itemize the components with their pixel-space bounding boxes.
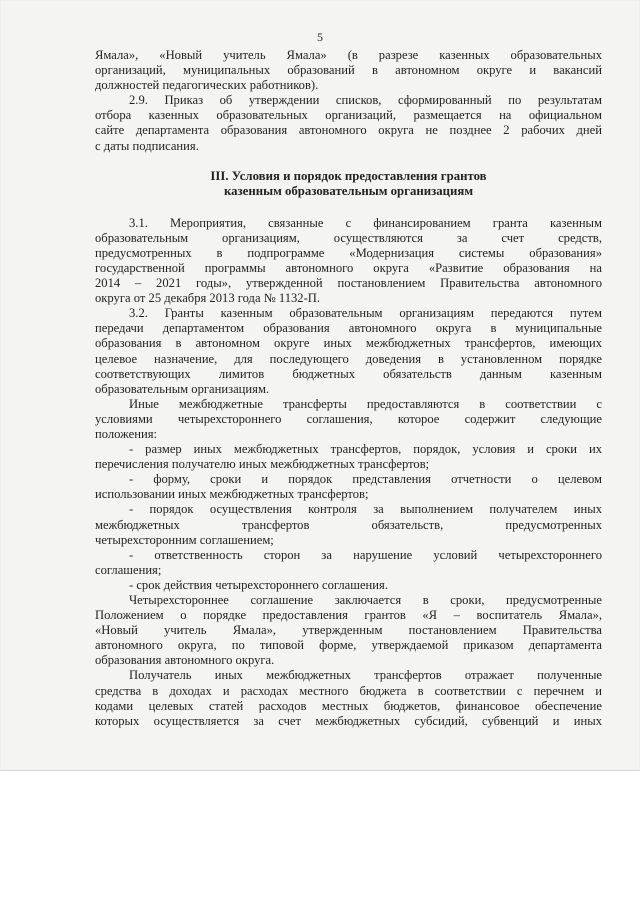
text-line: межбюджетных трансфертов обязательств, предусмотренных bbox=[95, 517, 602, 532]
text-line: соответствующих лимитов бюджетных обязательств данным казенным bbox=[95, 366, 602, 381]
text-line: Ямала», «Новый учитель Ямала» (в разрезе казенных образовательных bbox=[95, 48, 602, 62]
paragraph-2-9 bbox=[95, 93, 602, 153]
text-line: кодами целевых статей расходов местных бюджетов, финансовое обеспечение bbox=[95, 698, 602, 713]
text-line: образования в автономном округе иных межбюджетных трансфертов, имеющих bbox=[95, 336, 602, 351]
section-heading bbox=[95, 169, 602, 200]
text-line: целевое назначение, для последующего доведения в установленном порядке bbox=[95, 351, 602, 366]
text-line: автономного округа, по типовой форме, утверждаемой приказом департамента bbox=[95, 638, 602, 653]
text-line: - ответственность сторон за нарушение условий четырехстороннего bbox=[129, 547, 602, 562]
section-heading-line-1: III. Условия и порядок предоставления грантов bbox=[210, 168, 487, 183]
text-line: образования автономного округа. bbox=[95, 653, 275, 668]
text-line: организаций, муниципальных образований в автономном округе и вакансий bbox=[95, 63, 602, 78]
list-item bbox=[95, 442, 602, 472]
text-line: четырехсторонним соглашением; bbox=[95, 532, 274, 547]
text-line: перечисления получателю иных межбюджетных трансфертов; bbox=[95, 457, 430, 472]
section-heading-line-2: казенным образовательным организациям bbox=[223, 184, 474, 199]
text-line: с даты подписания. bbox=[95, 138, 199, 153]
paragraph-recipient bbox=[95, 668, 602, 728]
text-line: передачи департаментом образования автономного округа в муниципальные bbox=[95, 321, 602, 336]
paragraph-3-1 bbox=[95, 216, 602, 307]
list-item bbox=[95, 472, 602, 502]
text-line: положения: bbox=[95, 426, 158, 441]
list-item bbox=[95, 548, 602, 578]
text-line: предусмотренных в подпрограмме «Модернизация системы образования» bbox=[95, 245, 602, 260]
paragraph-intro bbox=[95, 48, 602, 93]
text-line: Иные межбюджетные трансферты предоставляются в соответствии с bbox=[129, 396, 602, 411]
paragraph-3-2 bbox=[95, 306, 602, 397]
text-line: средства в доходах и расходах местного бюджета в соответствии с перечнем и bbox=[95, 683, 602, 698]
text-line: образовательным организациям, осуществляются за счет средств, bbox=[95, 230, 602, 245]
list-item bbox=[95, 502, 602, 547]
document-body bbox=[95, 48, 602, 729]
text-line: использовании иных межбюджетных трансфертов; bbox=[95, 487, 369, 502]
text-line: Положением о порядке предоставления грантов «Я – воспитатель Ямала», bbox=[95, 608, 602, 623]
text-line: государственной программы автономного округа «Развитие образования на bbox=[95, 260, 602, 275]
page-number: 5 bbox=[317, 30, 323, 44]
text-line: Получатель иных межбюджетных трансфертов отражает полученные bbox=[129, 668, 602, 683]
text-line: 2.9. Приказ об утверждении списков, сформированный по результатам bbox=[129, 93, 602, 108]
text-line: образовательным организациям. bbox=[95, 381, 270, 396]
text-line: условиями четырехстороннего соглашения, которое содержит следующие bbox=[95, 411, 602, 426]
list-item bbox=[95, 578, 602, 593]
text-line: должностей педагогических работников). bbox=[95, 78, 319, 93]
text-line: сайте департамента образования автономного округа не позднее 2 рабочих дней bbox=[95, 123, 602, 138]
text-line: 3.2. Гранты казенным образовательным организациям передаются путем bbox=[129, 306, 602, 321]
text-line: округа от 25 декабря 2013 года № 1132-П. bbox=[95, 291, 321, 306]
paragraph-transfers bbox=[95, 397, 602, 442]
text-line: которых осуществляется за счет межбюджетных субсидий, субвенций и иных bbox=[95, 713, 602, 728]
paragraph-agreement bbox=[95, 593, 602, 668]
text-line: 3.1. Мероприятия, связанные с финансированием гранта казенным bbox=[129, 215, 602, 230]
text-line: - порядок осуществления контроля за выполнением получателем иных bbox=[129, 502, 602, 517]
text-line: соглашения; bbox=[95, 562, 162, 577]
text-line: 2014 – 2021 годы», утвержденной постановлением Правительства автономного bbox=[95, 276, 602, 291]
text-line: - срок действия четырехстороннего соглашения. bbox=[129, 577, 388, 592]
text-line: - размер иных межбюджетных трансфертов, порядок, условия и сроки их bbox=[129, 442, 602, 457]
text-line: отбора казенных образовательных организаций, размещается на официальном bbox=[95, 108, 602, 123]
text-line: Четырехстороннее соглашение заключается в сроки, предусмотренные bbox=[129, 593, 602, 607]
text-line: «Новый учитель Ямала», утвержденным постановлением Правительства bbox=[95, 623, 602, 638]
text-line: - форму, сроки и порядок представления отчетности о целевом bbox=[129, 472, 602, 487]
